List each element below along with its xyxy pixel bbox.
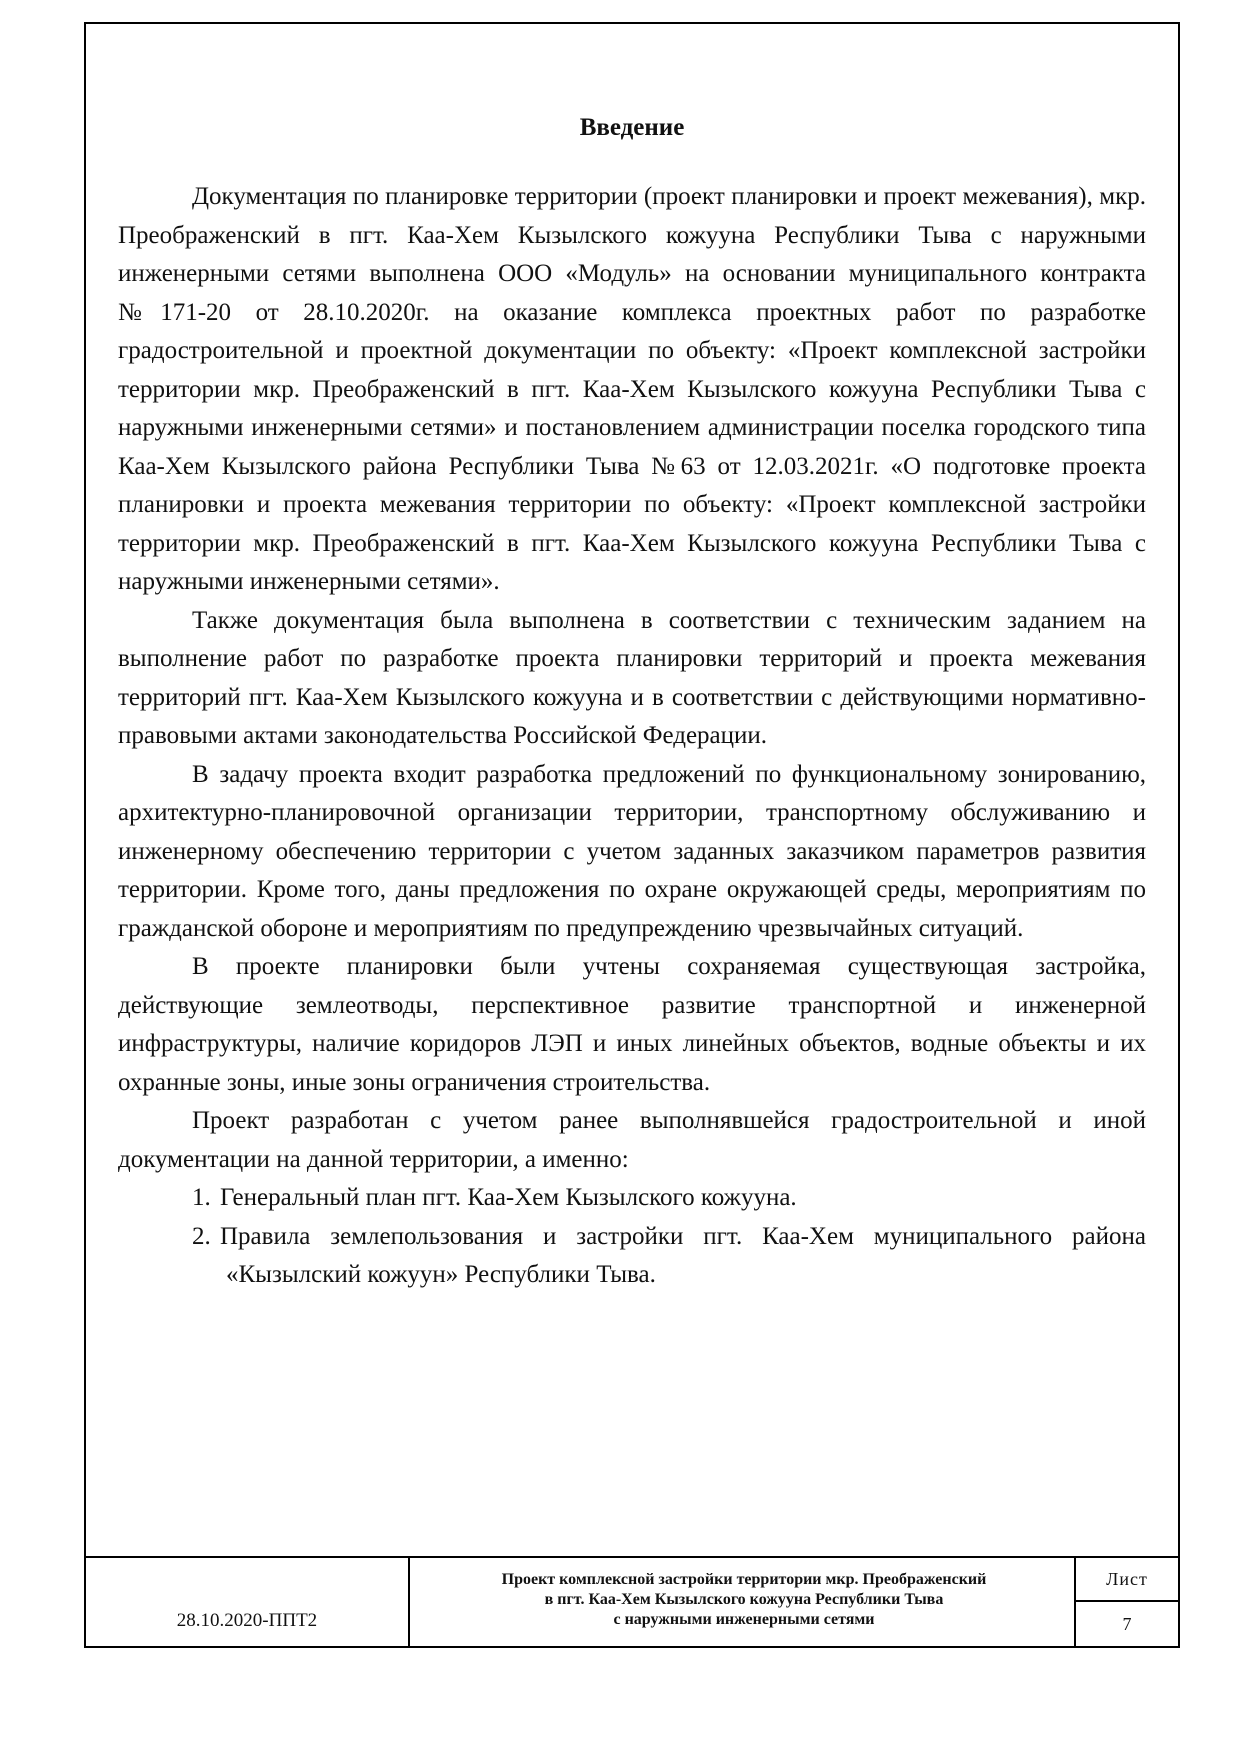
project-title-line: Проект комплексной застройки территории мкр. Преображенский: [501, 1571, 987, 1588]
project-title: [412, 1558, 1076, 1646]
list-number: 2.: [192, 1222, 211, 1250]
paragraph-2: Также документация была выполнена в соответствии с техническим заданием на выполнение работ по разработке проекта планировки территорий и проекта межевания территорий пгт. Каа-Хем Кызылского кожууна и в соответствии с действующими нормативно-правовыми актами законодательства Российской Федерации.: [118, 606, 1146, 749]
paragraph-5: Проект разработан с учетом ранее выполнявшейся градостроительной и иной документации на данной территории, а именно:: [118, 1107, 1146, 1173]
project-title-line: в пгт. Каа-Хем Кызылского кожууна Республики Тыва: [544, 1591, 944, 1608]
project-title-line: с наружными инженерными сетями: [613, 1611, 875, 1628]
document-code: 28.10.2020-ППТ2: [86, 1558, 410, 1646]
page-frame: [84, 22, 1180, 1648]
list-text: Правила землепользования и застройки пгт. Каа-Хем муниципального района «Кызылский кожуун» Республики Тыва.: [220, 1222, 1146, 1288]
paragraph-1: Документация по планировке территории (проект планировки и проект межевания), мкр. Преображенский в пгт. Каа-Хем Кызылского кожууна Республики Тыва с наружными инженерными сетями выполнена ООО «Модуль» на основании муниципального контракта №171-20 от 28.10.2020г. на оказание комплекса проектных работ по разработке градостроительной и проектной документации по объекту: «Проект комплексной застройки территории мкр. Преображенский в пгт. Каа-Хем Кызылского кожууна Республики Тыва с наружными инженерными сетями» и постановлением администрации поселка городского типа Каа-Хем Кызылского района Республики Тыва №63 от 12.03.2021г. «О подготовке проекта планировки и проекта межевания территории по объекту: «Проект комплексной застройки территории мкр. Преображенский в пгт. Каа-Хем Кызылского кожууна Республики Тыва с наружными инженерными сетями».: [118, 183, 1146, 595]
paragraph-3: В задачу проекта входит разработка предложений по функциональному зонированию, архитектурно-планировочной организации территории, транспортному обслуживанию и инженерному обеспечению территории с учетом заданных заказчиком параметров развития территории. Кроме того, даны предложения по охране окружающей среды, мероприятиям по гражданской обороне и мероприятиям по предупреждению чрезвычайных ситуаций.: [118, 760, 1146, 942]
sheet-cell: [1074, 1558, 1178, 1646]
list-text: Генеральный план пгт. Каа-Хем Кызылского кожууна.: [220, 1184, 797, 1211]
sheet-label: Лист: [1076, 1558, 1178, 1602]
paragraph-4: В проекте планировки были учтены сохраняемая существующая застройка, действующие землеотводы, перспективное развитие транспортной и инженерной инфраструктуры, наличие коридоров ЛЭП и иных линейных объектов, водные объекты и их охранные зоны, иные зоны ограничения строительства.: [118, 953, 1146, 1096]
list-item: [118, 1218, 1146, 1295]
section-title: Введение: [579, 114, 685, 141]
reference-list: [118, 1179, 1146, 1295]
title-block: [86, 1556, 1178, 1646]
list-number: 1.: [192, 1184, 211, 1211]
document-body: [118, 114, 1146, 1295]
list-item: [118, 1179, 1146, 1218]
sheet-number: 7: [1122, 1613, 1132, 1634]
